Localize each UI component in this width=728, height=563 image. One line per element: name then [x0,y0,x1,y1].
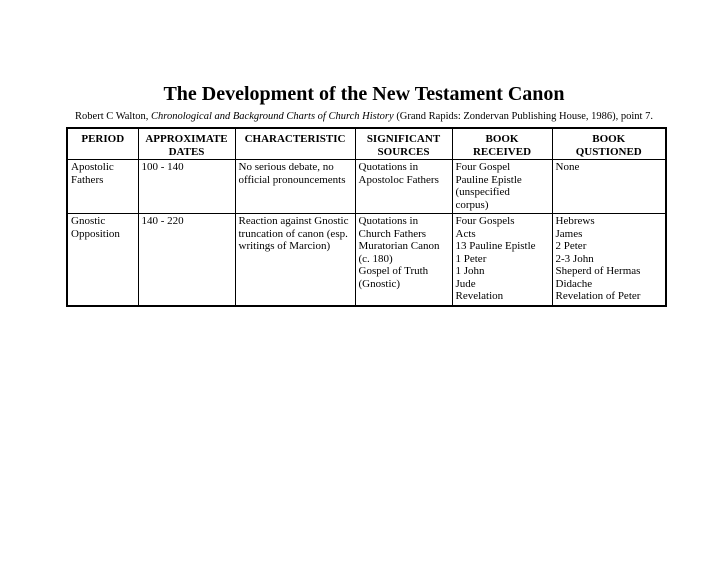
table-row [67,160,666,214]
cell-books-received: Four Gospel Pauline Epistle (unspecified corpus) [452,160,552,214]
cell-books-questioned: None [552,160,666,214]
cell-period: Apostolic Fathers [67,160,138,214]
citation-book-title: Chronological and Background Charts of Church History [151,111,394,122]
cell-books-received: Four Gospels Acts 13 Pauline Epistle 1 Peter 1 John Jude Revelation [452,214,552,306]
cell-books-questioned: Hebrews James 2 Peter 2-3 John Sheperd of Hermas Didache Revelation of Peter [552,214,666,306]
cell-dates: 100 - 140 [138,160,235,214]
header-significant-sources: SIGNIFICANT SOURCES [355,128,452,160]
cell-sources: Quotations in Church Fathers Muratorian Canon (c. 180) Gospel of Truth (Gnostic) [355,214,452,306]
citation-publisher: (Grand Rapids: Zondervan Publishing House, 1986), point 7. [393,111,653,122]
citation-author: Robert C Walton, [75,111,152,122]
header-book-received: BOOK RECEIVED [452,128,552,160]
header-approximate-dates: APPROXIMATE DATES [138,128,235,160]
cell-characteristic: No serious debate, no official pronouncements [235,160,355,214]
canon-table [66,127,667,307]
header-period: PERIOD [67,128,138,160]
page-title: The Development of the New Testament Canon [163,83,565,105]
cell-characteristic: Reaction against Gnostic truncation of canon (esp. writings of Marcion) [235,214,355,306]
cell-period: Gnostic Opposition [67,214,138,306]
table-header-row [67,128,666,160]
citation [0,110,728,123]
table-row [67,214,666,306]
header-book-questioned: BOOK QUSTIONED [552,128,666,160]
cell-dates: 140 - 220 [138,214,235,306]
header-characteristic: CHARACTERISTIC [235,128,355,160]
cell-sources: Quotations in Apostoloc Fathers [355,160,452,214]
